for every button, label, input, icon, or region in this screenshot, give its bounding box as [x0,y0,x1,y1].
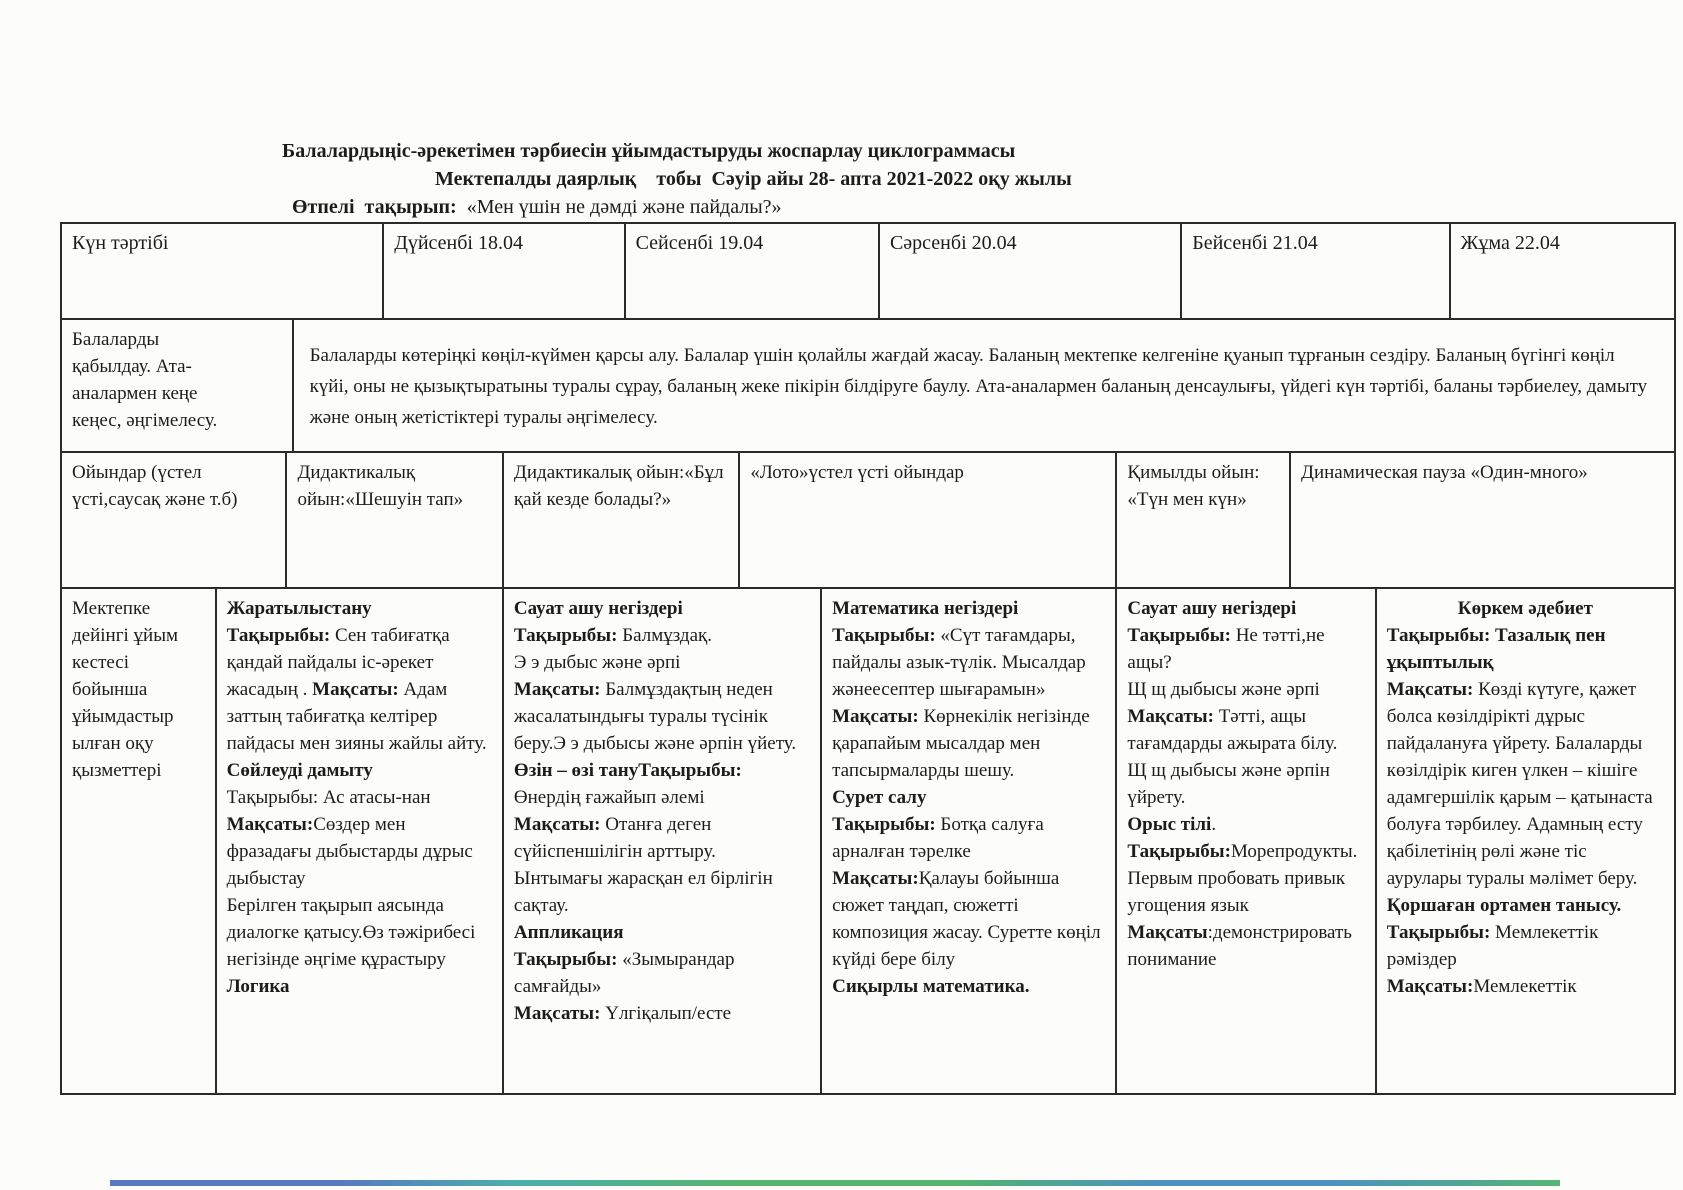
document-title-block [0,137,1683,221]
activities-cell-thursday: Сауат ашу негіздері Тақырыбы: Не тәтті,не ащы? Щ щ дыбысы және әрпі Мақсаты: Тәтті, ащы тағамдарды ажырата білу. Щ щ дыбысы және әрпін үйрету. Орыс тілі. Тақырыбы:Морепродукты. Первым пробовать привык угощения язык Мақсаты:демонстрировать понимание [1117,589,1376,1093]
scanner-color-strip-artifact [110,1180,1560,1186]
header-cell-tuesday: Сейсенбі 19.04 [626,224,880,318]
document-subtitle: Мектепалды даярлық тобы Сәуір айы 28- апта 2021-2022 оқу жылы [435,168,1072,190]
activities-row [62,589,1674,1093]
cyclogram-table [60,222,1676,1095]
header-cell-thursday: Бейсенбі 21.04 [1182,224,1450,318]
document-title: Балалардыңіс-әрекетімен тәрбиесін ұйымдастыруды жоспарлау циклограммасы [282,140,1016,162]
header-cell-regime: Күн тәртібі [62,224,384,318]
games-cell-thursday: Қимылды ойын: «Түн мен күн» [1117,453,1291,587]
activities-cell-friday: Көркем әдебиет Тақырыбы: Тазалық пен ұқыптылық Мақсаты: Көзді күтуге, қажет болса көзілдірікті дұрыс пайдалануға үйрету. Балаларды көзілдірік киген үлкен – кішіге адамгершілік қарым – қатынаста болуға тәрбилеу. Адамның есту қабілетінің рөлі және тіс аурулары туралы мәлімет беру. Қоршаған ортамен танысу. Тақырыбы: Мемлекеттік рәміздер Мақсаты:Мемлекеттік [1386,598,1653,997]
header-cell-wednesday: Сәрсенбі 20.04 [880,224,1182,318]
games-cell-friday: Динамическая пауза «Один-много» [1300,462,1588,483]
games-row [62,453,1674,589]
games-cell-monday: Дидактикалық ойын:«Шешуін тап» [287,453,503,587]
reception-row-label: Балаларды қабылдау. Ата-аналармен кеңе кеңес, әңгімелесу. [62,320,294,451]
header-cell-friday: Жұма 22.04 [1460,232,1560,254]
activities-row-label: Мектепке дейінгі ұйым кестесі бойынша ұйымдастыр ылған оқу қызметтері [62,589,217,1093]
games-cell-tuesday: Дидактикалық ойын:«Бұл қай кезде болады?» [504,453,740,587]
activities-cell-tuesday: Сауат ашу негіздері Тақырыбы: Балмұздақ. Э э дыбыс және әрпі Мақсаты: Балмұздақтың неден жасалатындығы туралы түсінік беру.Э э дыбысы және әрпін үйету. Өзін – өзі тануТақырыбы: Өнердің ғажайып әлемі Мақсаты: Отанға деген сүйіспеншілігін арттыру. Ынтымағы жарасқан ел бірлігін сақтау. Аппликация Тақырыбы: «Зымырандар самғайды» Мақсаты: Үлгіқалып/есте [504,589,822,1093]
theme-value: «Мен үшін не дәмді және пайдалы?» [456,196,782,218]
reception-description: Балаларды көтеріңкі көңіл-күймен қарсы алу. Балалар үшін қолайлы жағдай жасау. Баланың мектепке келгеніне қуанып тұрғанын сездіру. Баланың бүгінгі көңіл күйі, оны не қызықтыратыны туралы сұрау, баланың жеке пікірін білдіруге баулу. Ата-аналармен баланың денсаулығы, үйдегі күн тәртібі, баланы тәрбиелеу, дамыту және оның жетістіктері туралы әңгімелесу. [309,345,1648,428]
theme-label: Өтпелі тақырып: [292,196,457,218]
activities-cell-wednesday: Математика негіздері Тақырыбы: «Сүт тағамдары, пайдалы азык-түлік. Мысалдар жәнеесептер шығарамын» Мақсаты: Көрнекілік негізінде қарапайым мысалдар мен тапсырмаларды шешу. Сурет салу Тақырыбы: Ботқа салуға арналған тәрелке Мақсаты:Қалауы бойынша сюжет таңдап, сюжетті композиция жасау. Суретте көңіл күйді бере білу Сиқырлы математика. [822,589,1117,1093]
games-cell-wednesday: «Лото»үстел үсті ойындар [740,453,1117,587]
table-header-row [62,224,1674,320]
document-theme-line [0,193,1683,221]
reception-row [62,320,1674,453]
activities-cell-monday: Жаратылыстану Тақырыбы: Сен табиғатқа қандай пайдалы іс-әрекет жасадың . Мақсаты: Адам заттың табиғатқа келтірер пайдасы мен зияны жайлы айту. Сөйлеуді дамыту Тақырыбы: Ас атасы-нан Мақсаты:Сөздер мен фразадағы дыбыстарды дұрыс дыбыстау Берілген тақырып аясында диалогке қатысу.Өз тәжірибесі негізінде әңгіме құрастыру Логика [217,589,504,1093]
games-row-label: Ойындар (үстел үсті,саусақ және т.б) [62,453,287,587]
header-cell-monday: Дүйсенбі 18.04 [384,224,625,318]
